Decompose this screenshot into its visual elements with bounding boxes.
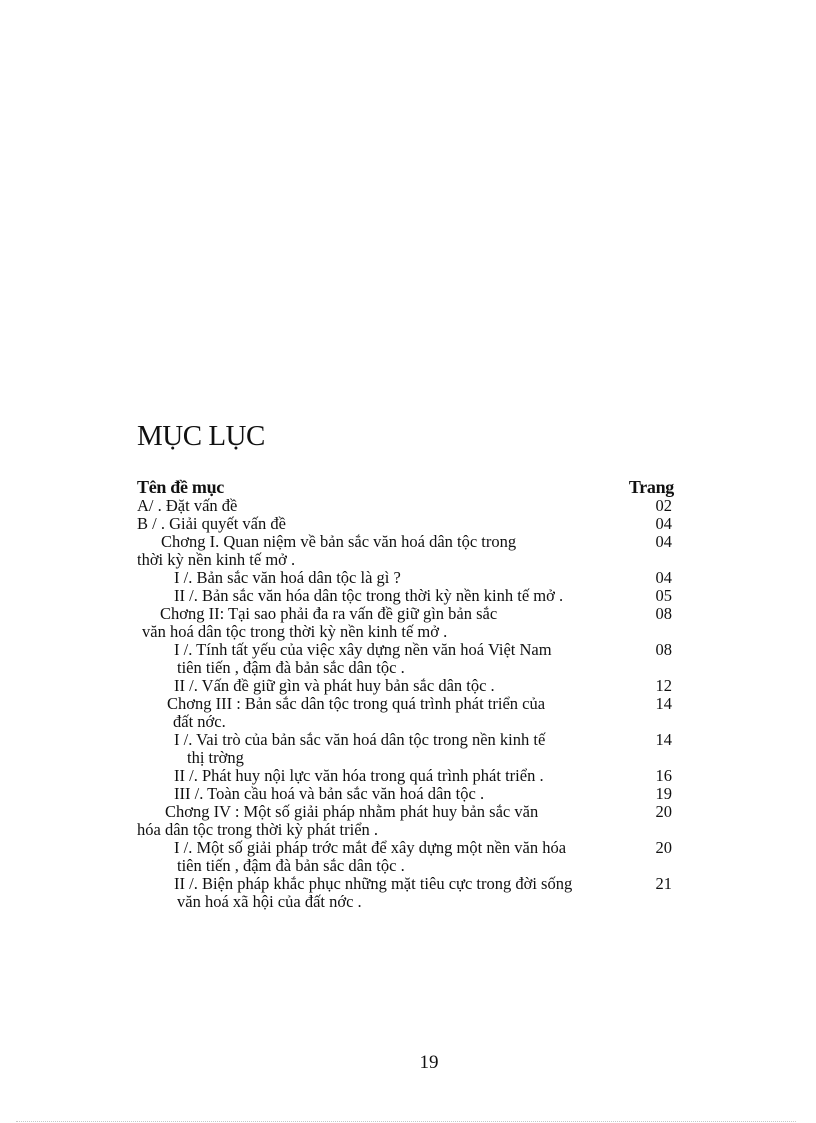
- table-of-contents: [137, 477, 672, 911]
- toc-entry-text: II /. Vấn đề giữ gìn và phát huy bản sắc dân tộc .: [174, 676, 495, 695]
- toc-entry-text: đất nớc.: [173, 712, 226, 731]
- toc-entry: [137, 857, 672, 875]
- toc-entry-text: hóa dân tộc trong thời kỳ phát triển .: [137, 820, 379, 839]
- toc-entry-page: 08: [655, 604, 672, 623]
- toc-entry-text: I /. Một số giải pháp trớc mắt để xây dựng một nền văn hóa: [174, 838, 567, 857]
- toc-header-title: Tên đề mục: [137, 477, 225, 497]
- toc-entry-text: A/ . Đặt vấn đề: [137, 496, 238, 515]
- toc-entry-page: 20: [655, 838, 672, 857]
- toc-entry-text: I /. Vai trò của bản sắc văn hoá dân tộc trong nền kinh tế: [174, 730, 546, 749]
- toc-entry-text: B / . Giải quyết vấn đề: [137, 514, 286, 533]
- toc-entry: [137, 551, 672, 569]
- toc-entry-text: văn hoá dân tộc trong thời kỳ nền kinh tế mở .: [142, 622, 448, 641]
- toc-entry: [137, 641, 672, 659]
- toc-entry-page: 02: [655, 496, 672, 515]
- toc-entries: [137, 497, 672, 911]
- toc-entry: [137, 785, 672, 803]
- toc-entry: [137, 875, 672, 893]
- toc-entry: [137, 731, 672, 749]
- toc-entry: [137, 497, 672, 515]
- toc-entry-page: 04: [655, 532, 672, 551]
- toc-entry-page: 04: [655, 514, 672, 533]
- toc-entry: [137, 893, 672, 911]
- toc-header: [137, 477, 672, 497]
- toc-header-page: Trang: [628, 477, 674, 497]
- toc-entry-text: tiên tiến , đậm đà bản sắc dân tộc .: [177, 856, 405, 875]
- toc-entry-text: văn hoá xã hội của đất nớc .: [177, 892, 362, 911]
- toc-entry: [137, 623, 672, 641]
- toc-entry: [137, 821, 672, 839]
- toc-entry-page: 21: [655, 874, 672, 893]
- toc-entry-page: 14: [655, 694, 672, 713]
- toc-entry-page: 08: [655, 640, 672, 659]
- toc-entry-page: 12: [655, 676, 672, 695]
- toc-entry: [137, 515, 672, 533]
- toc-entry-text: Chơng IV : Một số giải pháp nhằm phát huy bản sắc văn: [165, 802, 539, 821]
- toc-entry: [137, 569, 672, 587]
- toc-entry: [137, 659, 672, 677]
- toc-entry-text: II /. Phát huy nội lực văn hóa trong quá trình phát triển .: [174, 766, 544, 785]
- page-title: MỤC LỤC: [137, 420, 265, 452]
- toc-entry: [137, 533, 672, 551]
- toc-entry-page: 20: [655, 802, 672, 821]
- toc-entry: [137, 605, 672, 623]
- toc-entry-text: III /. Toàn cầu hoá và bản sắc văn hoá dân tộc .: [174, 784, 485, 803]
- toc-entry: [137, 839, 672, 857]
- toc-entry-text: II /. Biện pháp khắc phục những mặt tiêu cực trong đời sống: [174, 874, 573, 893]
- toc-entry-page: 19: [655, 784, 672, 803]
- page-bottom-dotted-line: [16, 1121, 796, 1122]
- toc-entry-page: 04: [655, 568, 672, 587]
- toc-entry: [137, 803, 672, 821]
- toc-entry: [137, 677, 672, 695]
- toc-entry: [137, 695, 672, 713]
- toc-entry: [137, 767, 672, 785]
- toc-entry-text: II /. Bản sắc văn hóa dân tộc trong thời kỳ nền kinh tế mở .: [174, 586, 564, 605]
- toc-entry-text: thị trờng: [187, 748, 244, 767]
- page-number: 19: [419, 1052, 439, 1073]
- toc-entry-text: Chơng I. Quan niệm về bản sắc văn hoá dân tộc trong: [161, 532, 517, 551]
- toc-entry: [137, 713, 672, 731]
- toc-entry-text: tiên tiến , đậm đà bản sắc dân tộc .: [177, 658, 405, 677]
- toc-entry-text: Chơng III : Bản sắc dân tộc trong quá trình phát triển của: [167, 694, 546, 713]
- toc-entry-text: I /. Bản sắc văn hoá dân tộc là gì ?: [174, 568, 401, 587]
- toc-entry-text: I /. Tính tất yếu của việc xây dựng nền văn hoá Việt Nam: [174, 640, 552, 659]
- toc-entry: [137, 587, 672, 605]
- toc-entry-page: 14: [655, 730, 672, 749]
- toc-entry-text: thời kỳ nền kinh tế mở .: [137, 550, 296, 569]
- toc-entry-page: 05: [655, 586, 672, 605]
- toc-entry: [137, 749, 672, 767]
- toc-entry-text: Chơng II: Tại sao phải đa ra vấn đề giữ gìn bản sắc: [160, 604, 498, 623]
- toc-entry-page: 16: [655, 766, 672, 785]
